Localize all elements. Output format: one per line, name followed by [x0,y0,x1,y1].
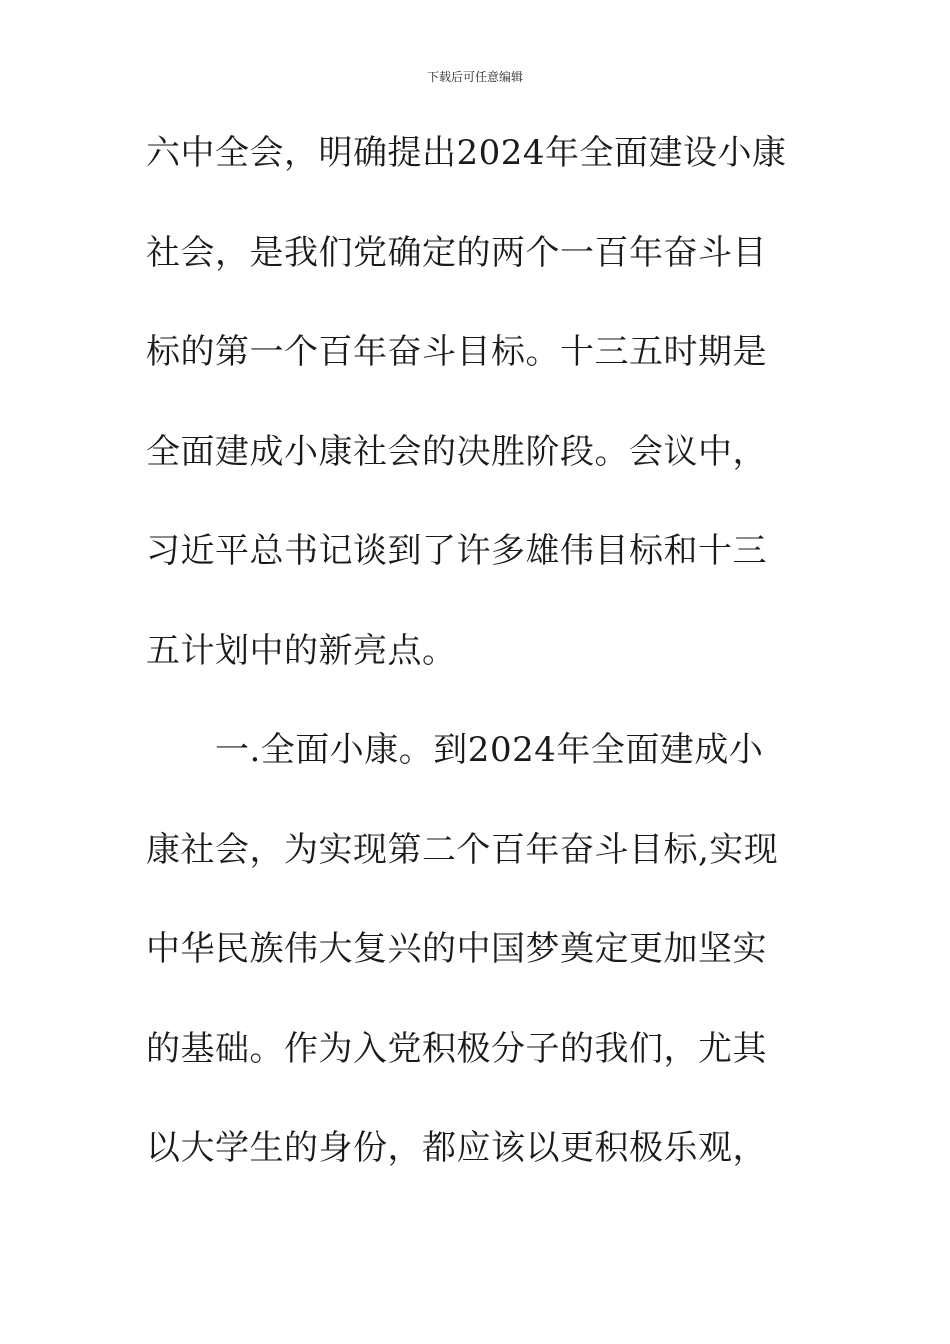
text-line: 习近平总书记谈到了许多雄伟目标和十三 [146,531,767,571]
text-line: 的基础。作为入党积极分子的我们，尤其 [146,1028,767,1069]
text-line: 社会，是我们党确定的两个一百年奋斗目 [146,232,767,273]
text-line: 五计划中的新亮点。 [146,630,457,671]
text-line: 康社会，为实现第二个百年奋斗目标,实现 [146,829,779,870]
page-header: 下载后可任意编辑 [426,70,523,84]
text-line: 标的第一个百年奋斗目标。十三五时期是 [146,332,767,372]
text-line: 以大学生的身份，都应该以更积极乐观， [146,1128,767,1168]
text-line: 中华民族伟大复兴的中国梦奠定更加坚实 [146,929,767,969]
text-line: 六中全会，明确提出2024年全面建设小康 [146,133,787,173]
document-body [146,126,806,1221]
text-line: 一.全面小康。到2024年全面建成小 [146,730,764,770]
text-line: 全面建成小康社会的决胜阶段。会议中， [146,431,767,472]
